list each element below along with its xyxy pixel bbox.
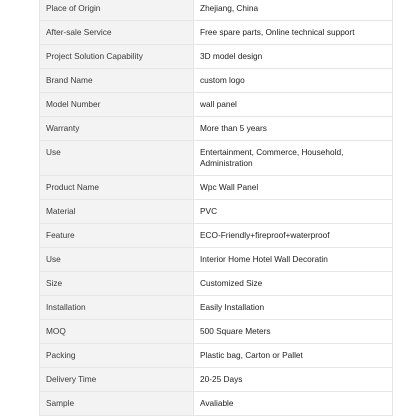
spec-value: 20-25 Days (194, 368, 393, 392)
table-row (40, 21, 393, 45)
table-row (40, 45, 393, 69)
spec-key: MOQ (40, 320, 194, 344)
spec-key: Place of Origin (40, 0, 194, 21)
table-row (40, 141, 393, 176)
spec-value: 500 Square Meters (194, 320, 393, 344)
spec-value: Customized Size (194, 272, 393, 296)
table-row (40, 200, 393, 224)
spec-value: ECO-Friendly+fireproof+waterproof (194, 224, 393, 248)
spec-value: Zhejiang, China (194, 0, 393, 21)
spec-key: Feature (40, 224, 194, 248)
table-row (40, 392, 393, 416)
spec-value: Plastic bag, Carton or Pallet (194, 344, 393, 368)
spec-key: After-sale Service (40, 21, 194, 45)
spec-key: Project Solution Capability (40, 45, 194, 69)
spec-value: Interior Home Hotel Wall Decoratin (194, 248, 393, 272)
table-row (40, 368, 393, 392)
spec-key: Installation (40, 296, 194, 320)
spec-key: Use (40, 141, 194, 176)
table-row (40, 69, 393, 93)
spec-key: Packing (40, 344, 194, 368)
spec-key: Delivery Time (40, 368, 194, 392)
table-row (40, 224, 393, 248)
table-row (40, 93, 393, 117)
spec-key: Material (40, 200, 194, 224)
table-row (40, 320, 393, 344)
spec-key: Warranty (40, 117, 194, 141)
spec-key: Product Name (40, 176, 194, 200)
table-row (40, 296, 393, 320)
table-row (40, 117, 393, 141)
spec-value: custom logo (194, 69, 393, 93)
spec-value: 3D model design (194, 45, 393, 69)
product-spec-table (39, 0, 393, 416)
table-row (40, 248, 393, 272)
spec-value: More than 5 years (194, 117, 393, 141)
spec-key: Brand Name (40, 69, 194, 93)
table-row (40, 0, 393, 21)
spec-value: PVC (194, 200, 393, 224)
table-row (40, 344, 393, 368)
table-row (40, 176, 393, 200)
spec-value: Avaliable (194, 392, 393, 416)
spec-value: Free spare parts, Online technical support (194, 21, 393, 45)
table-row (40, 272, 393, 296)
spec-key: Sample (40, 392, 194, 416)
spec-value: Entertainment, Commerce, Household, Administration (194, 141, 393, 176)
spec-key: Size (40, 272, 194, 296)
spec-value: Easily Installation (194, 296, 393, 320)
spec-key: Model Number (40, 93, 194, 117)
spec-value: Wpc Wall Panel (194, 176, 393, 200)
spec-key: Use (40, 248, 194, 272)
spec-value: wall panel (194, 93, 393, 117)
